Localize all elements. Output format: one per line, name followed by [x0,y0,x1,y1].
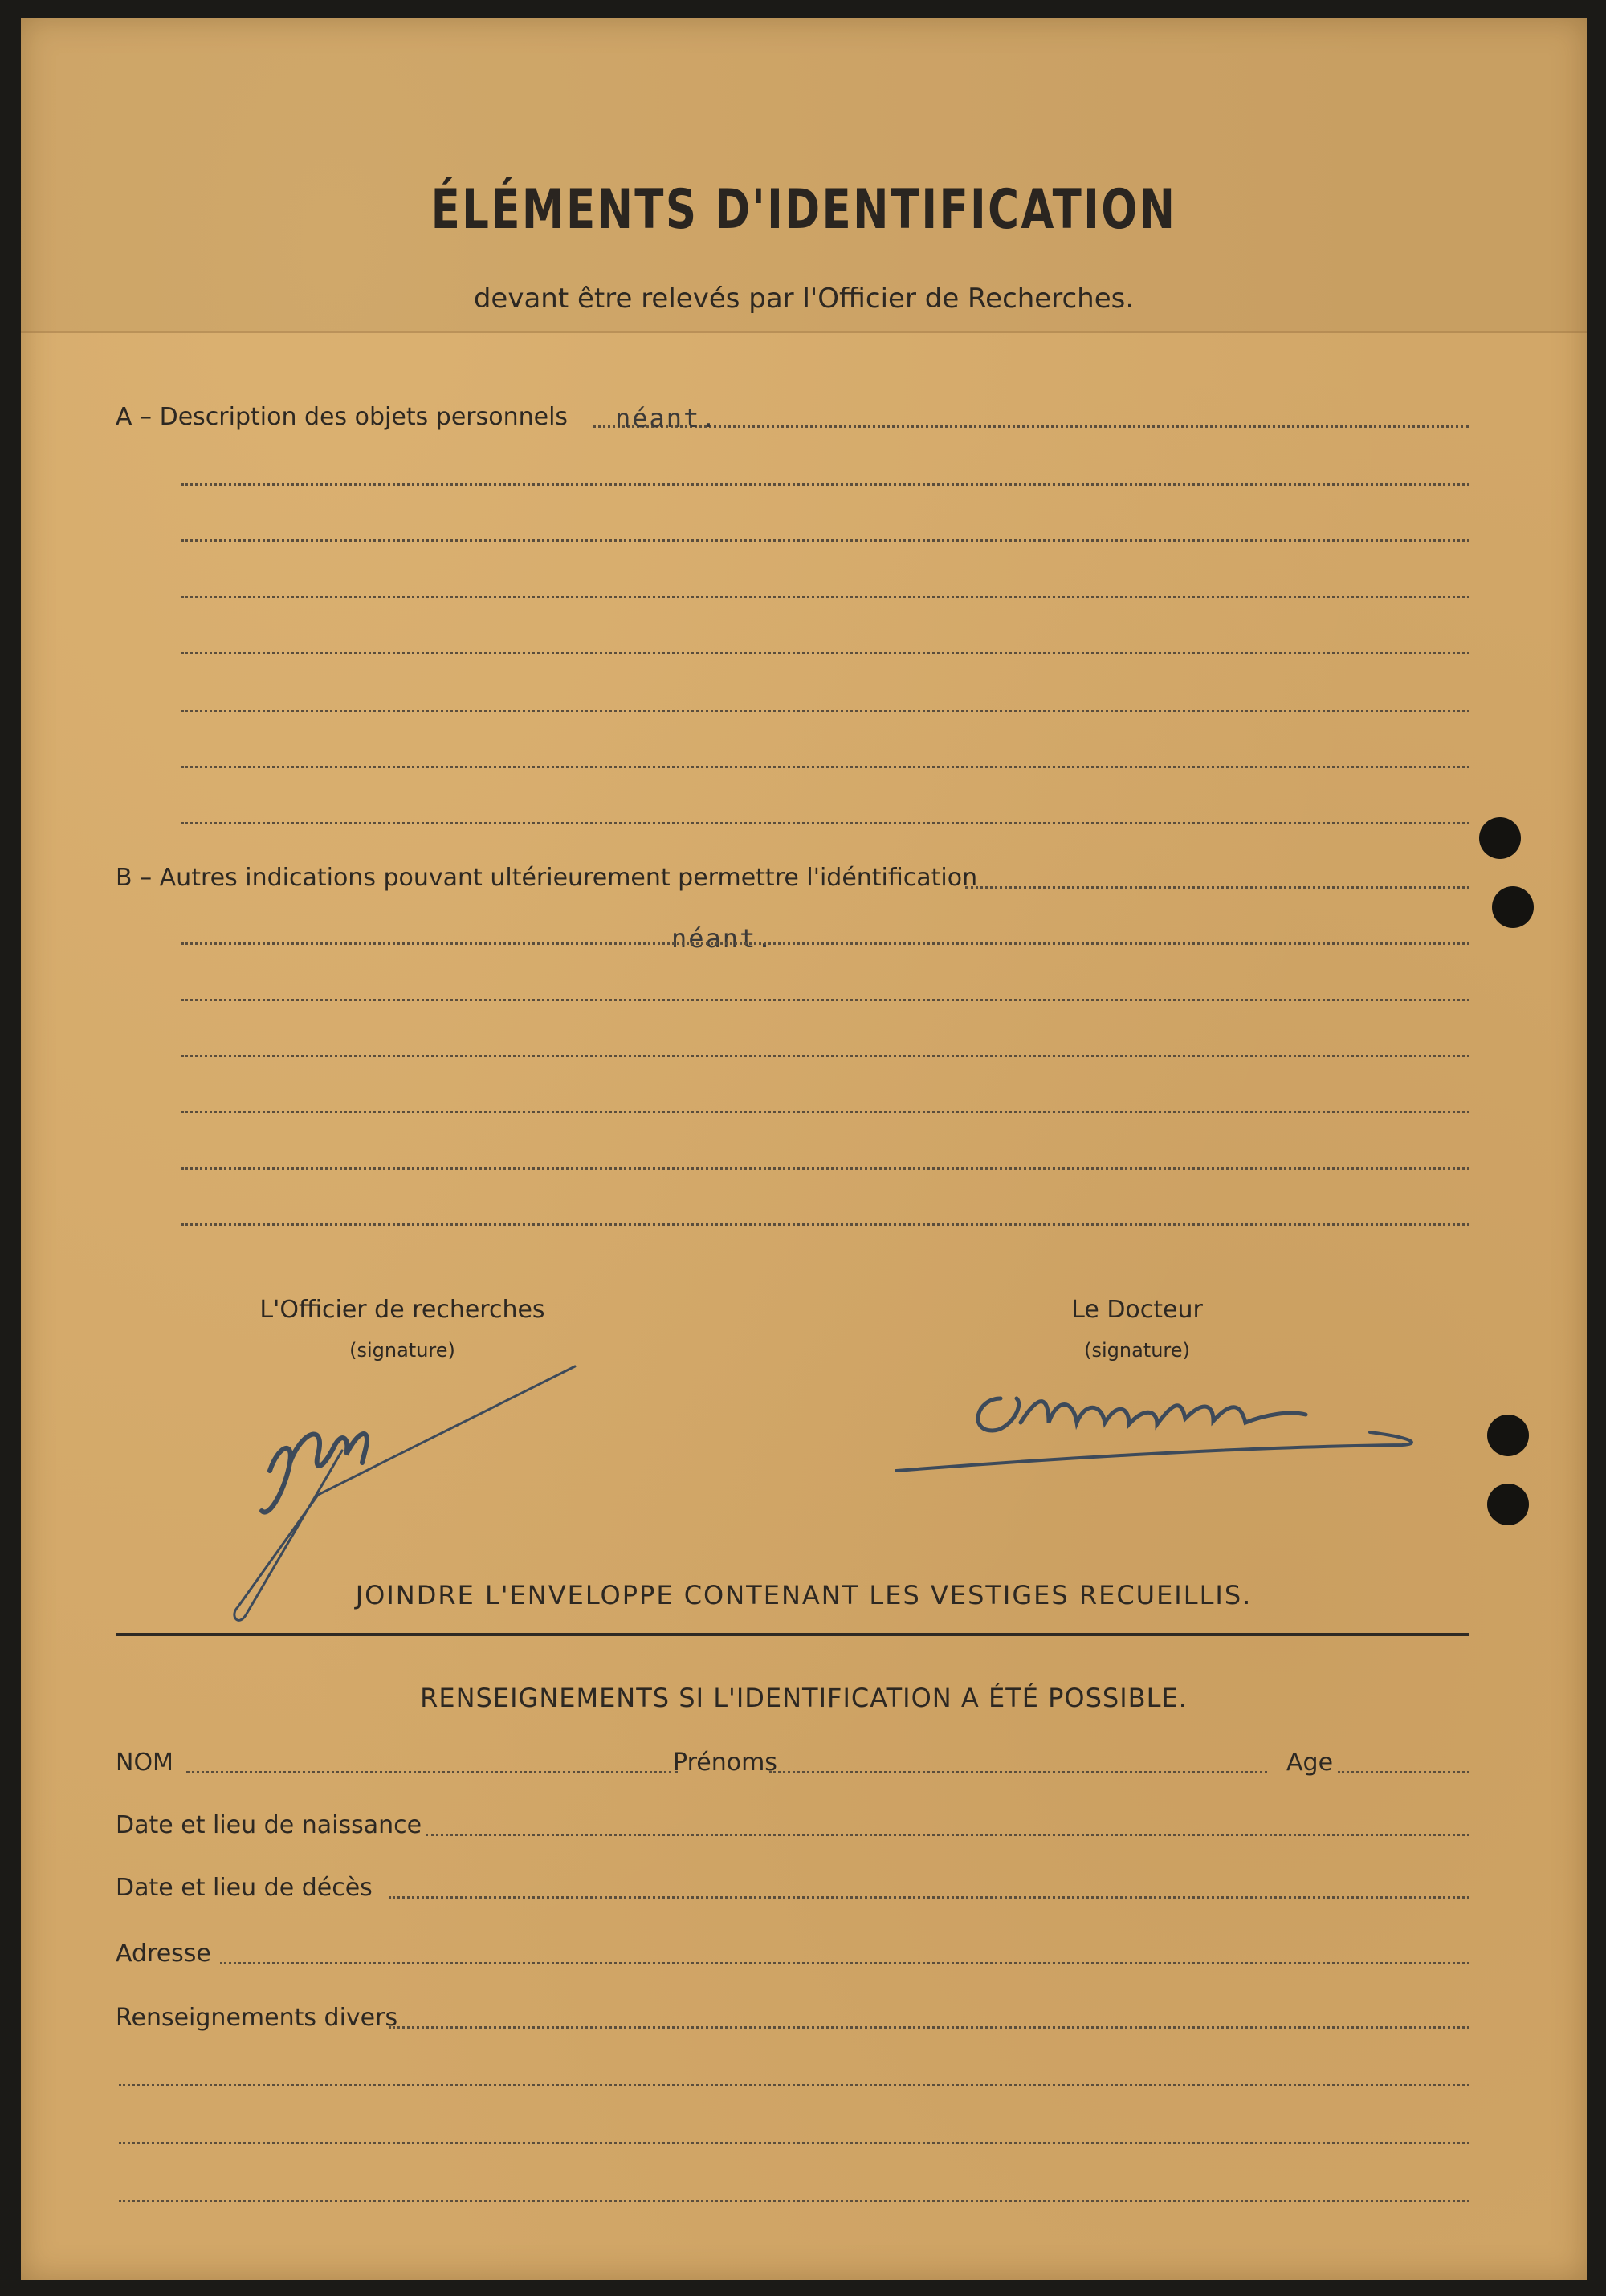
age-line [1338,1771,1469,1773]
section-b-label: B – Autres indications pouvant ultérieurement permettre l'idéntification [116,864,978,892]
doctor-signature-title: Le Docteur [1071,1296,1203,1324]
prenoms-label: Prénoms [673,1748,777,1777]
nom-label: NOM [116,1748,173,1777]
section-b-line-7 [181,1223,1469,1226]
punch-hole [1487,1415,1529,1456]
section-b-line-4 [181,1055,1469,1057]
divers-line-4 [119,2200,1469,2202]
section-a-line-2 [181,483,1469,486]
age-label: Age [1286,1748,1334,1777]
section-divider [116,1633,1469,1636]
form-title: ÉLÉMENTS D'IDENTIFICATION [430,178,1177,242]
divers-line-2 [119,2084,1469,2086]
section-a-line-4 [181,596,1469,598]
adresse-label: Adresse [116,1940,211,1968]
officer-signature-caption: (signature) [349,1339,455,1362]
section-b-line-5 [181,1111,1469,1113]
divers-label: Renseignements divers [116,2004,398,2032]
section-a-line-5 [181,652,1469,654]
divers-line-3 [119,2142,1469,2144]
doctor-signature-caption: (signature) [1084,1339,1190,1362]
section-b-line-6 [181,1167,1469,1170]
section-a-line-8 [181,822,1469,824]
punch-hole [1479,817,1521,859]
punch-hole [1487,1484,1529,1525]
section-a-line-3 [181,539,1469,542]
form-subtitle: devant être relevés par l'Officier de Recherches. [473,283,1135,315]
section-b-line-2 [181,942,1469,945]
naissance-line [426,1834,1469,1836]
section-b-line-3 [181,999,1469,1001]
naissance-label: Date et lieu de naissance [116,1811,422,1839]
identification-heading: RENSEIGNEMENTS SI L'IDENTIFICATION A ÉTÉ POSSIBLE. [420,1683,1188,1713]
section-a-line-7 [181,766,1469,768]
doctor-handwritten-signature [888,1366,1450,1495]
divers-line-1 [389,2026,1469,2029]
punch-hole [1492,886,1534,928]
section-a-line-6 [181,710,1469,712]
nom-line [186,1771,678,1773]
adresse-line [220,1962,1469,1964]
envelope-instruction: JOINDRE L'ENVELOPPE CONTENANT LES VESTIGES RECUEILLIS. [355,1580,1253,1610]
form-page [21,18,1587,2280]
section-a-line-1 [593,425,1469,428]
section-a-typed-value: néant. [615,403,718,434]
deces-label: Date et lieu de décès [116,1874,373,1902]
section-b-typed-value: néant. [671,923,774,954]
section-a-label: A – Description des objets personnels [116,403,569,431]
prenoms-line [769,1771,1267,1773]
section-b-line-1 [965,886,1469,889]
officer-signature-title: L'Officier de recherches [259,1296,545,1324]
deces-line [389,1896,1469,1899]
